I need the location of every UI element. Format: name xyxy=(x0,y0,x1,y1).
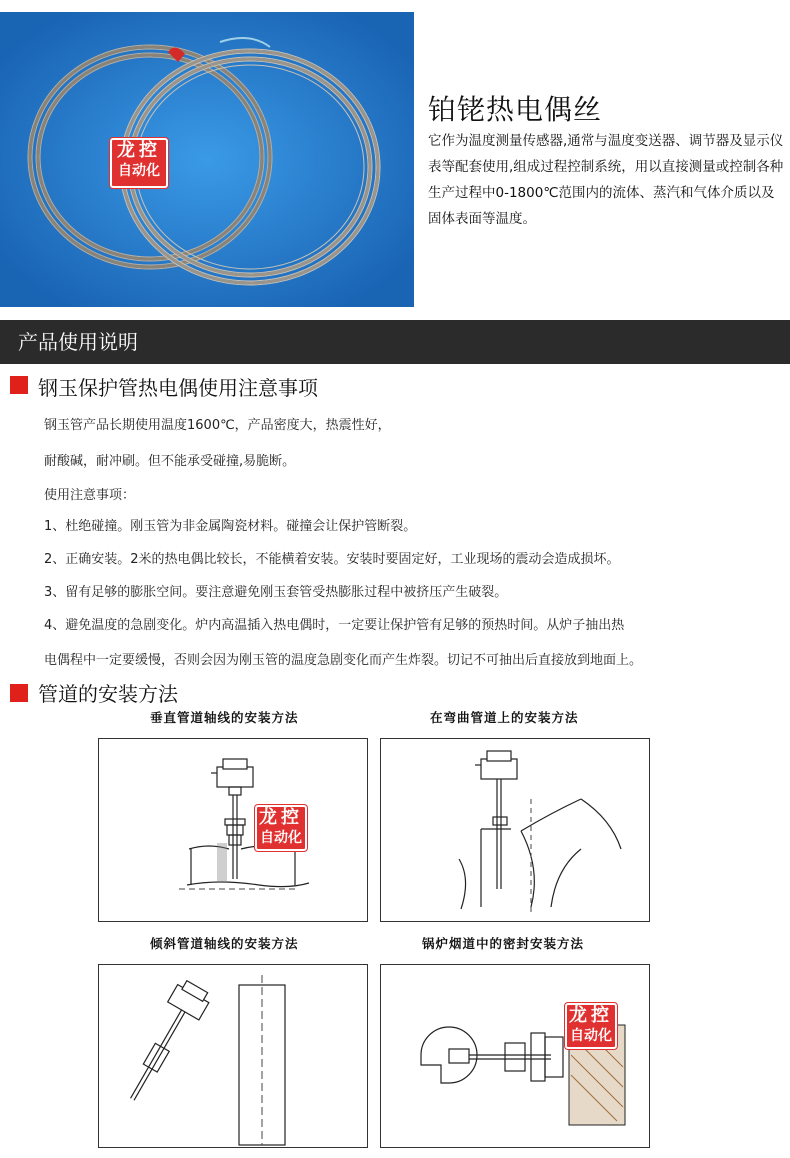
diagram-label-vertical: 垂直管道轴线的安装方法 xyxy=(150,710,299,725)
curved-install-drawing xyxy=(381,739,649,921)
wire-coil-image xyxy=(0,12,414,307)
diagram-label-curved: 在弯曲管道上的安装方法 xyxy=(430,710,579,725)
notice-heading: 钢玉保护管热电偶使用注意事项 xyxy=(38,376,318,400)
product-title: 铂铑热电偶丝 xyxy=(428,93,603,126)
inclined-install-drawing xyxy=(99,965,367,1147)
product-photo xyxy=(0,12,414,307)
notice-item-4: 4、避免温度的急剧变化。炉内高温插入热电偶时，一定要让保护管有足够的预热时间。从炉子抽出热 xyxy=(44,618,625,633)
boiler-install-drawing xyxy=(381,965,649,1147)
diagram-label-boiler: 锅炉烟道中的密封安装方法 xyxy=(422,936,585,951)
red-square-icon xyxy=(10,684,28,702)
notice-item-2: 2、正确安装。2米的热电偶比较长，不能横着安装。安装时要固定好，工业现场的震动会造成损坏。 xyxy=(44,552,620,567)
notice-item-1: 1、杜绝碰撞。刚玉管为非金属陶瓷材料。碰撞会让保护管断裂。 xyxy=(44,519,417,534)
notice-item-4-cont: 电偶程中一定要缓慢，否则会因为刚玉管的温度急剧变化而产生炸裂。切记不可抽出后直接放到地面上。 xyxy=(44,653,643,668)
notice-intro-line2: 耐酸碱，耐冲刷。但不能承受碰撞,易脆断。 xyxy=(44,454,296,469)
diagram-curved-install xyxy=(380,738,650,922)
notice-items-label: 使用注意事项： xyxy=(44,488,136,503)
notice-intro-line1: 钢玉管产品长期使用温度1600℃，产品密度大，热震性好， xyxy=(44,418,391,433)
diagram-inclined-install xyxy=(98,964,368,1148)
diagram-boiler-install xyxy=(380,964,650,1148)
diagram-label-inclined: 倾斜管道轴线的安装方法 xyxy=(150,936,299,951)
section-header: 产品使用说明 xyxy=(0,320,790,364)
install-heading: 管道的安装方法 xyxy=(38,682,178,706)
red-square-icon xyxy=(10,376,28,394)
watermark-stamp: 龙控 自动化 xyxy=(110,138,168,188)
notice-item-3: 3、留有足够的膨胀空间。要注意避免刚玉套管受热膨胀过程中被挤压产生破裂。 xyxy=(44,585,508,600)
diagram-vertical-install xyxy=(98,738,368,922)
product-description: 它作为温度测量传感器,通常与温度变送器、调节器及显示仪表等配套使用,组成过程控制系统，用以直接测量或控制各种生产过程中0-1800℃范围内的流体、蒸汽和气体介质以及固体表面等温度。 xyxy=(428,133,784,227)
watermark-stamp: 龙控 自动化 xyxy=(255,805,307,851)
vertical-install-drawing xyxy=(99,739,367,921)
watermark-stamp: 龙控 自动化 xyxy=(565,1003,617,1049)
